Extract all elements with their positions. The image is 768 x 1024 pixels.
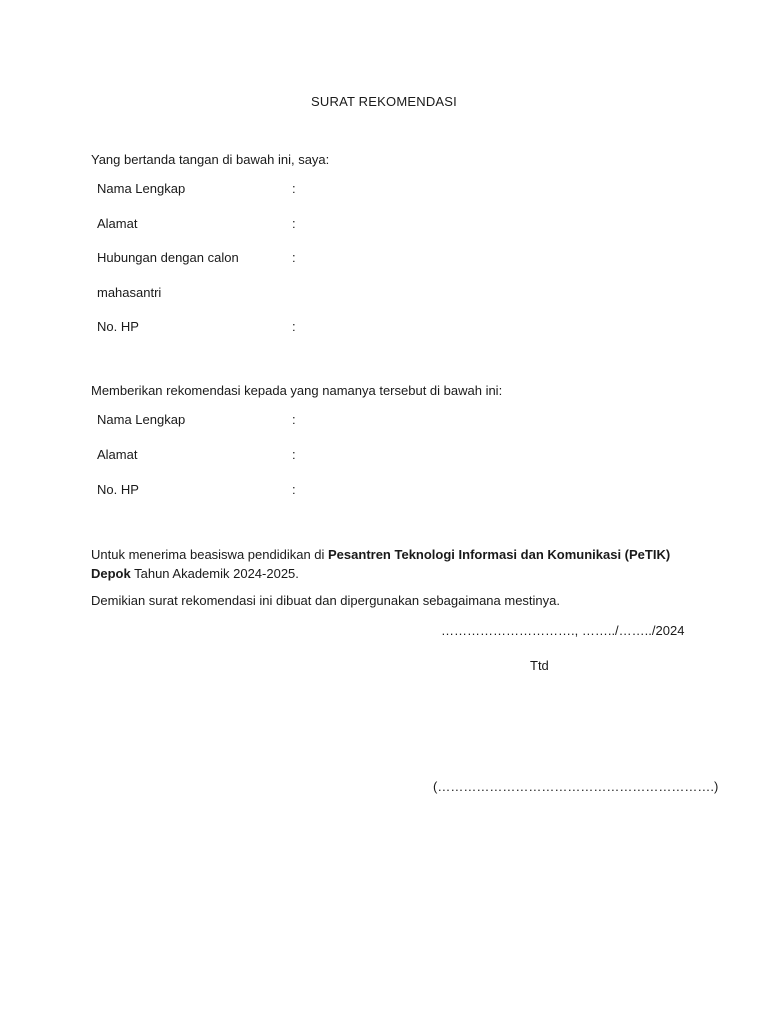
signer-phone-label: No. HP <box>97 319 139 334</box>
signature-line: (……………………………………………………….) <box>433 779 719 794</box>
candidate-name-label: Nama Lengkap <box>97 412 186 427</box>
ttd-label: Ttd <box>530 658 549 673</box>
purpose-institution: Pesantren Teknologi Informasi dan Komunikasi (PeTIK) Depok <box>91 547 671 581</box>
signer-name-colon: : <box>292 181 296 196</box>
signer-address-label: Alamat <box>97 216 138 231</box>
signer-address-colon: : <box>292 216 296 231</box>
signer-relation-label-cont: mahasantri <box>97 285 162 300</box>
candidate-address-colon: : <box>292 447 296 462</box>
signer-name-label: Nama Lengkap <box>97 181 186 196</box>
signer-relation-label: Hubungan dengan calon <box>97 250 239 265</box>
intro-text: Yang bertanda tangan di bawah ini, saya: <box>91 152 330 167</box>
candidate-phone-colon: : <box>292 482 296 497</box>
signer-phone-colon: : <box>292 319 296 334</box>
purpose-paragraph <box>91 545 691 583</box>
recommend-intro-text: Memberikan rekomendasi kepada yang namanya tersebut di bawah ini: <box>91 383 503 398</box>
signer-relation-colon: : <box>292 250 296 265</box>
purpose-suffix: Tahun Akademik 2024-2025. <box>130 566 299 581</box>
closing-text: Demikian surat rekomendasi ini dibuat dan dipergunakan sebagaimana mestinya. <box>91 593 560 608</box>
candidate-phone-label: No. HP <box>97 482 139 497</box>
candidate-name-colon: : <box>292 412 296 427</box>
date-line: …………………………., ……../……../2024 <box>441 623 685 638</box>
purpose-prefix: Untuk menerima beasiswa pendidikan di <box>91 547 329 562</box>
candidate-address-label: Alamat <box>97 447 138 462</box>
letter-title: SURAT REKOMENDASI <box>311 94 457 109</box>
